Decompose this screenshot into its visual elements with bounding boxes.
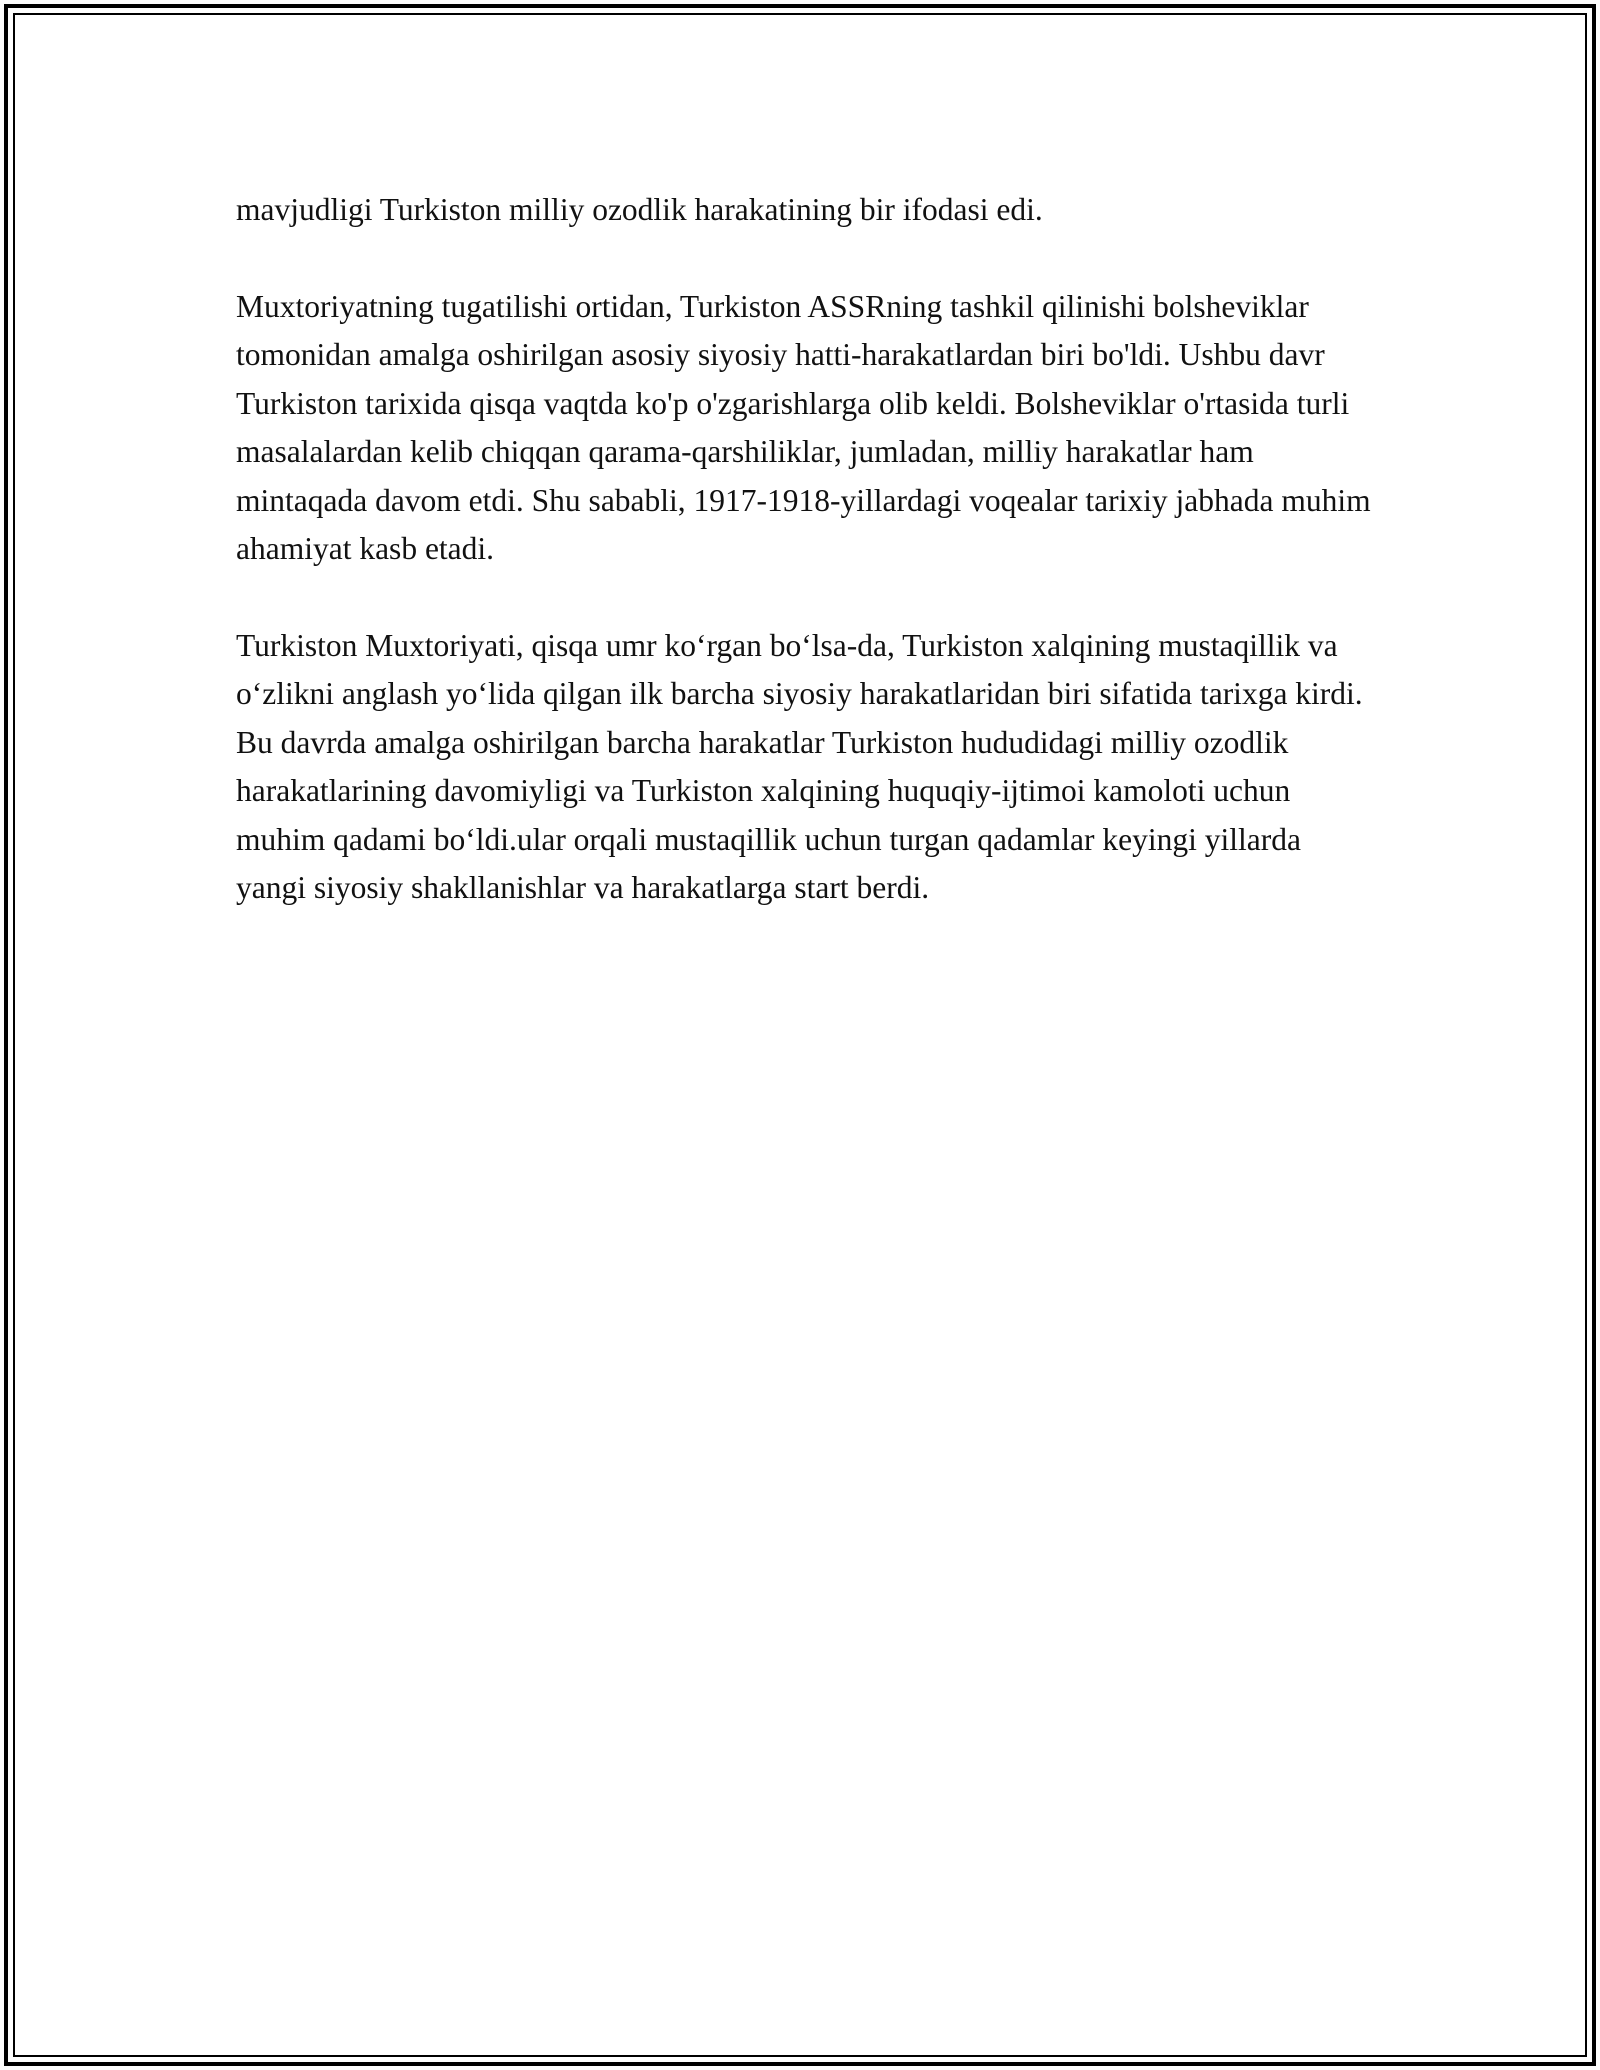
paragraph-2: Muxtoriyatning tugatilishi ortidan, Turkiston ASSRning tashkil qilinishi bolsheviklar tomonidan amalga oshirilgan asosiy siyosiy hatti-harakatlardan biri bo'ldi. Ushbu davr Turkiston tarixida qisqa vaqtda ko'p o'zgarishlarga olib keldi. Bolsheviklar o'rtasida turli masalalardan kelib chiqqan qarama-qarshiliklar, jumladan, milliy harakatlar ham mintaqada davom etdi. Shu sababli, 1917-1918-yillardagi voqealar tarixiy jabhada muhim ahamiyat kasb etadi.	[236, 288, 1371, 566]
paragraph-3: Turkiston Muxtoriyati, qisqa umr ko‘rgan bo‘lsa-da, Turkiston xalqining mustaqillik va o‘zlikni anglash yo‘lida qilgan ilk barcha siyosiy harakatlaridan biri sifatida tarixga kirdi. Bu davrda amalga oshirilgan barcha harakatlar Turkiston hududidagi milliy ozodlik harakatlarining davomiyligi va Turkiston xalqining huquqiy-ijtimoi kamoloti uchun muhim qadami bo‘ldi.ular orqali mustaqillik uchun turgan qadamlar keyingi yillarda yangi siyosiy shakllanishlar va harakatlarga start berdi.	[236, 627, 1363, 905]
document-body	[236, 186, 1376, 961]
paragraph-1: mavjudligi Turkiston milliy ozodlik harakatining bir ifodasi edi.	[236, 192, 1043, 227]
